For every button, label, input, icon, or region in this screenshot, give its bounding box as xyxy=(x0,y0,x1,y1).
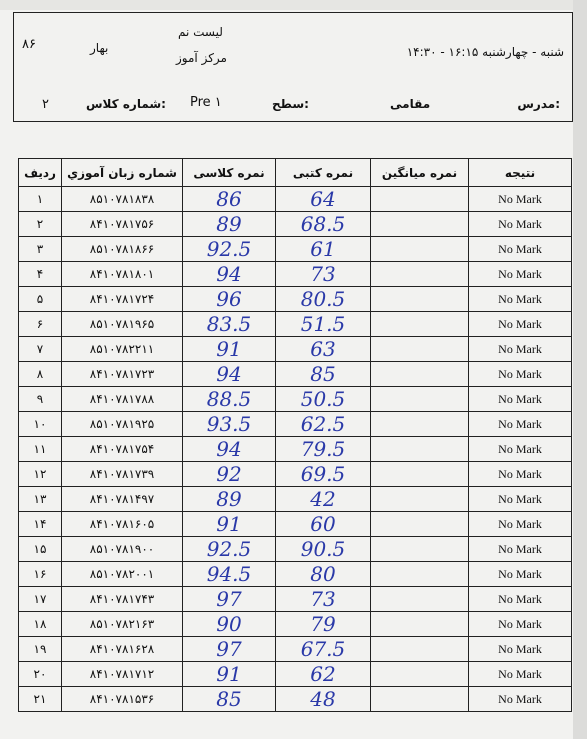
average-score xyxy=(371,462,469,487)
class-score: 94 xyxy=(183,262,276,287)
class-score: 92.5 xyxy=(183,537,276,562)
row-number: ۱۲ xyxy=(19,462,62,487)
average-score xyxy=(371,562,469,587)
student-id: ۸۴۱۰۷۸۱۶۰۵ xyxy=(62,512,183,537)
student-id: ۸۴۱۰۷۸۱۷۳۹ xyxy=(62,462,183,487)
row-number: ۸ xyxy=(19,362,62,387)
teacher-name: مقامی xyxy=(390,97,431,111)
table-header-row xyxy=(19,159,572,187)
written-score: 80.5 xyxy=(276,287,371,312)
written-score: 68.5 xyxy=(276,212,371,237)
grades-table xyxy=(18,158,572,712)
header-box xyxy=(13,12,573,122)
col-header-average-score: نمره میانگین xyxy=(371,159,469,187)
table-row xyxy=(19,512,572,537)
average-score xyxy=(371,612,469,637)
student-id: ۸۵۱۰۷۸۱۹۲۵ xyxy=(62,412,183,437)
row-number: ۷ xyxy=(19,337,62,362)
average-score xyxy=(371,587,469,612)
student-id: ۸۴۱۰۷۸۱۷۴۳ xyxy=(62,587,183,612)
table-row xyxy=(19,337,572,362)
average-score xyxy=(371,387,469,412)
written-score: 50.5 xyxy=(276,387,371,412)
row-number: ۳ xyxy=(19,237,62,262)
col-header-student-id: شماره زبان آموزي xyxy=(62,159,183,187)
student-id: ۸۵۱۰۷۸۲۲۱۱ xyxy=(62,337,183,362)
class-score: 90 xyxy=(183,612,276,637)
written-score: 63 xyxy=(276,337,371,362)
written-score: 60 xyxy=(276,512,371,537)
written-score: 67.5 xyxy=(276,637,371,662)
student-id: ۸۴۱۰۷۸۱۵۳۶ xyxy=(62,687,183,712)
table-row xyxy=(19,687,572,712)
result: No Mark xyxy=(469,312,572,337)
table-row xyxy=(19,412,572,437)
col-header-result: نتیجه xyxy=(469,159,572,187)
result: No Mark xyxy=(469,512,572,537)
result: No Mark xyxy=(469,662,572,687)
table-row xyxy=(19,187,572,212)
average-score xyxy=(371,187,469,212)
average-score xyxy=(371,487,469,512)
schedule-text: شنبه - چهارشنبه ۱۶:۱۵ - ۱۴:۳۰ xyxy=(406,45,564,59)
written-score: 48 xyxy=(276,687,371,712)
result: No Mark xyxy=(469,412,572,437)
table-row xyxy=(19,437,572,462)
class-score: 86 xyxy=(183,187,276,212)
table-row xyxy=(19,312,572,337)
class-score: 96 xyxy=(183,287,276,312)
average-score xyxy=(371,687,469,712)
table-row xyxy=(19,612,572,637)
written-score: 69.5 xyxy=(276,462,371,487)
class-number-label: شماره کلاس: xyxy=(86,97,166,111)
class-score: 92 xyxy=(183,462,276,487)
student-id: ۸۵۱۰۷۸۲۰۰۱ xyxy=(62,562,183,587)
result: No Mark xyxy=(469,337,572,362)
row-number: ۴ xyxy=(19,262,62,287)
result: No Mark xyxy=(469,637,572,662)
result: No Mark xyxy=(469,187,572,212)
average-score xyxy=(371,412,469,437)
row-number: ۱۱ xyxy=(19,437,62,462)
row-number: ۲۰ xyxy=(19,662,62,687)
average-score xyxy=(371,337,469,362)
written-score: 90.5 xyxy=(276,537,371,562)
col-header-written-score: نمره کتبی xyxy=(276,159,371,187)
student-id: ۸۵۱۰۷۸۱۹۰۰ xyxy=(62,537,183,562)
written-score: 42 xyxy=(276,487,371,512)
row-number: ۱۹ xyxy=(19,637,62,662)
result: No Mark xyxy=(469,437,572,462)
result: No Mark xyxy=(469,462,572,487)
col-header-row-number: ردیف xyxy=(19,159,62,187)
row-number: ۶ xyxy=(19,312,62,337)
student-id: ۸۵۱۰۷۸۱۸۳۸ xyxy=(62,187,183,212)
class-score: 94 xyxy=(183,437,276,462)
student-id: ۸۴۱۰۷۸۱۷۵۴ xyxy=(62,437,183,462)
col-header-class-score: نمره کلاسی xyxy=(183,159,276,187)
student-id: ۸۴۱۰۷۸۱۸۰۱ xyxy=(62,262,183,287)
result: No Mark xyxy=(469,612,572,637)
average-score xyxy=(371,537,469,562)
result: No Mark xyxy=(469,537,572,562)
class-score: 83.5 xyxy=(183,312,276,337)
student-id: ۸۴۱۰۷۸۱۷۱۲ xyxy=(62,662,183,687)
row-number: ۱۴ xyxy=(19,512,62,537)
written-score: 80 xyxy=(276,562,371,587)
table-row xyxy=(19,387,572,412)
written-score: 85 xyxy=(276,362,371,387)
written-score: 79.5 xyxy=(276,437,371,462)
result: No Mark xyxy=(469,262,572,287)
student-id: ۸۴۱۰۷۸۱۷۸۸ xyxy=(62,387,183,412)
average-score xyxy=(371,312,469,337)
student-id: ۸۴۱۰۷۸۱۴۹۷ xyxy=(62,487,183,512)
row-number: ۱۵ xyxy=(19,537,62,562)
class-score: 93.5 xyxy=(183,412,276,437)
average-score xyxy=(371,362,469,387)
class-score: 92.5 xyxy=(183,237,276,262)
student-id: ۸۴۱۰۷۸۱۷۲۳ xyxy=(62,362,183,387)
table-row xyxy=(19,462,572,487)
row-number: ۹ xyxy=(19,387,62,412)
written-score: 62 xyxy=(276,662,371,687)
student-id: ۸۴۱۰۷۸۱۷۲۴ xyxy=(62,287,183,312)
written-score: 51.5 xyxy=(276,312,371,337)
table-row xyxy=(19,362,572,387)
scan-edge-right xyxy=(573,0,587,739)
average-score xyxy=(371,287,469,312)
student-id: ۸۵۱۰۷۸۱۹۶۵ xyxy=(62,312,183,337)
result: No Mark xyxy=(469,287,572,312)
table-row xyxy=(19,637,572,662)
teacher-label: مدرس: xyxy=(517,97,560,111)
class-number-value: ۲ xyxy=(42,97,49,112)
result: No Mark xyxy=(469,687,572,712)
written-score: 61 xyxy=(276,237,371,262)
row-number: ۲ xyxy=(19,212,62,237)
row-number: ۱۳ xyxy=(19,487,62,512)
result: No Mark xyxy=(469,362,572,387)
class-score: 97 xyxy=(183,637,276,662)
row-number: ۱۰ xyxy=(19,412,62,437)
row-number: ۲۱ xyxy=(19,687,62,712)
written-score: 64 xyxy=(276,187,371,212)
class-code: ۸۶ xyxy=(22,37,36,52)
average-score xyxy=(371,637,469,662)
table-row xyxy=(19,662,572,687)
average-score xyxy=(371,212,469,237)
level-value: Pre ۱ xyxy=(190,95,222,110)
class-score: 91 xyxy=(183,662,276,687)
result: No Mark xyxy=(469,387,572,412)
table-row xyxy=(19,537,572,562)
table-row xyxy=(19,587,572,612)
table-row xyxy=(19,262,572,287)
class-score: 88.5 xyxy=(183,387,276,412)
result: No Mark xyxy=(469,237,572,262)
scan-edge-top xyxy=(0,0,587,10)
average-score xyxy=(371,262,469,287)
row-number: ۱ xyxy=(19,187,62,212)
class-score: 94.5 xyxy=(183,562,276,587)
row-number: ۱۶ xyxy=(19,562,62,587)
result: No Mark xyxy=(469,562,572,587)
level-label: سطح: xyxy=(272,97,309,111)
average-score xyxy=(371,437,469,462)
grade-rows xyxy=(19,187,572,712)
class-score: 97 xyxy=(183,587,276,612)
row-number: ۱۸ xyxy=(19,612,62,637)
table-row xyxy=(19,237,572,262)
average-score xyxy=(371,662,469,687)
result: No Mark xyxy=(469,487,572,512)
class-score: 89 xyxy=(183,487,276,512)
term-label: بهار xyxy=(90,41,109,55)
written-score: 73 xyxy=(276,587,371,612)
table-row xyxy=(19,287,572,312)
table-row xyxy=(19,212,572,237)
written-score: 79 xyxy=(276,612,371,637)
table-row xyxy=(19,562,572,587)
written-score: 62.5 xyxy=(276,412,371,437)
student-id: ۸۴۱۰۷۸۱۶۲۸ xyxy=(62,637,183,662)
average-score xyxy=(371,237,469,262)
student-id: ۸۵۱۰۷۸۱۸۶۶ xyxy=(62,237,183,262)
result: No Mark xyxy=(469,212,572,237)
student-id: ۸۵۱۰۷۸۲۱۶۳ xyxy=(62,612,183,637)
class-score: 89 xyxy=(183,212,276,237)
class-score: 94 xyxy=(183,362,276,387)
center-name-fragment: مرکز آموز xyxy=(176,51,227,65)
row-number: ۵ xyxy=(19,287,62,312)
table-row xyxy=(19,487,572,512)
average-score xyxy=(371,512,469,537)
result: No Mark xyxy=(469,587,572,612)
list-title-fragment: لیست نم xyxy=(178,25,223,39)
student-id: ۸۴۱۰۷۸۱۷۵۶ xyxy=(62,212,183,237)
written-score: 73 xyxy=(276,262,371,287)
class-score: 91 xyxy=(183,337,276,362)
class-score: 85 xyxy=(183,687,276,712)
class-score: 91 xyxy=(183,512,276,537)
row-number: ۱۷ xyxy=(19,587,62,612)
